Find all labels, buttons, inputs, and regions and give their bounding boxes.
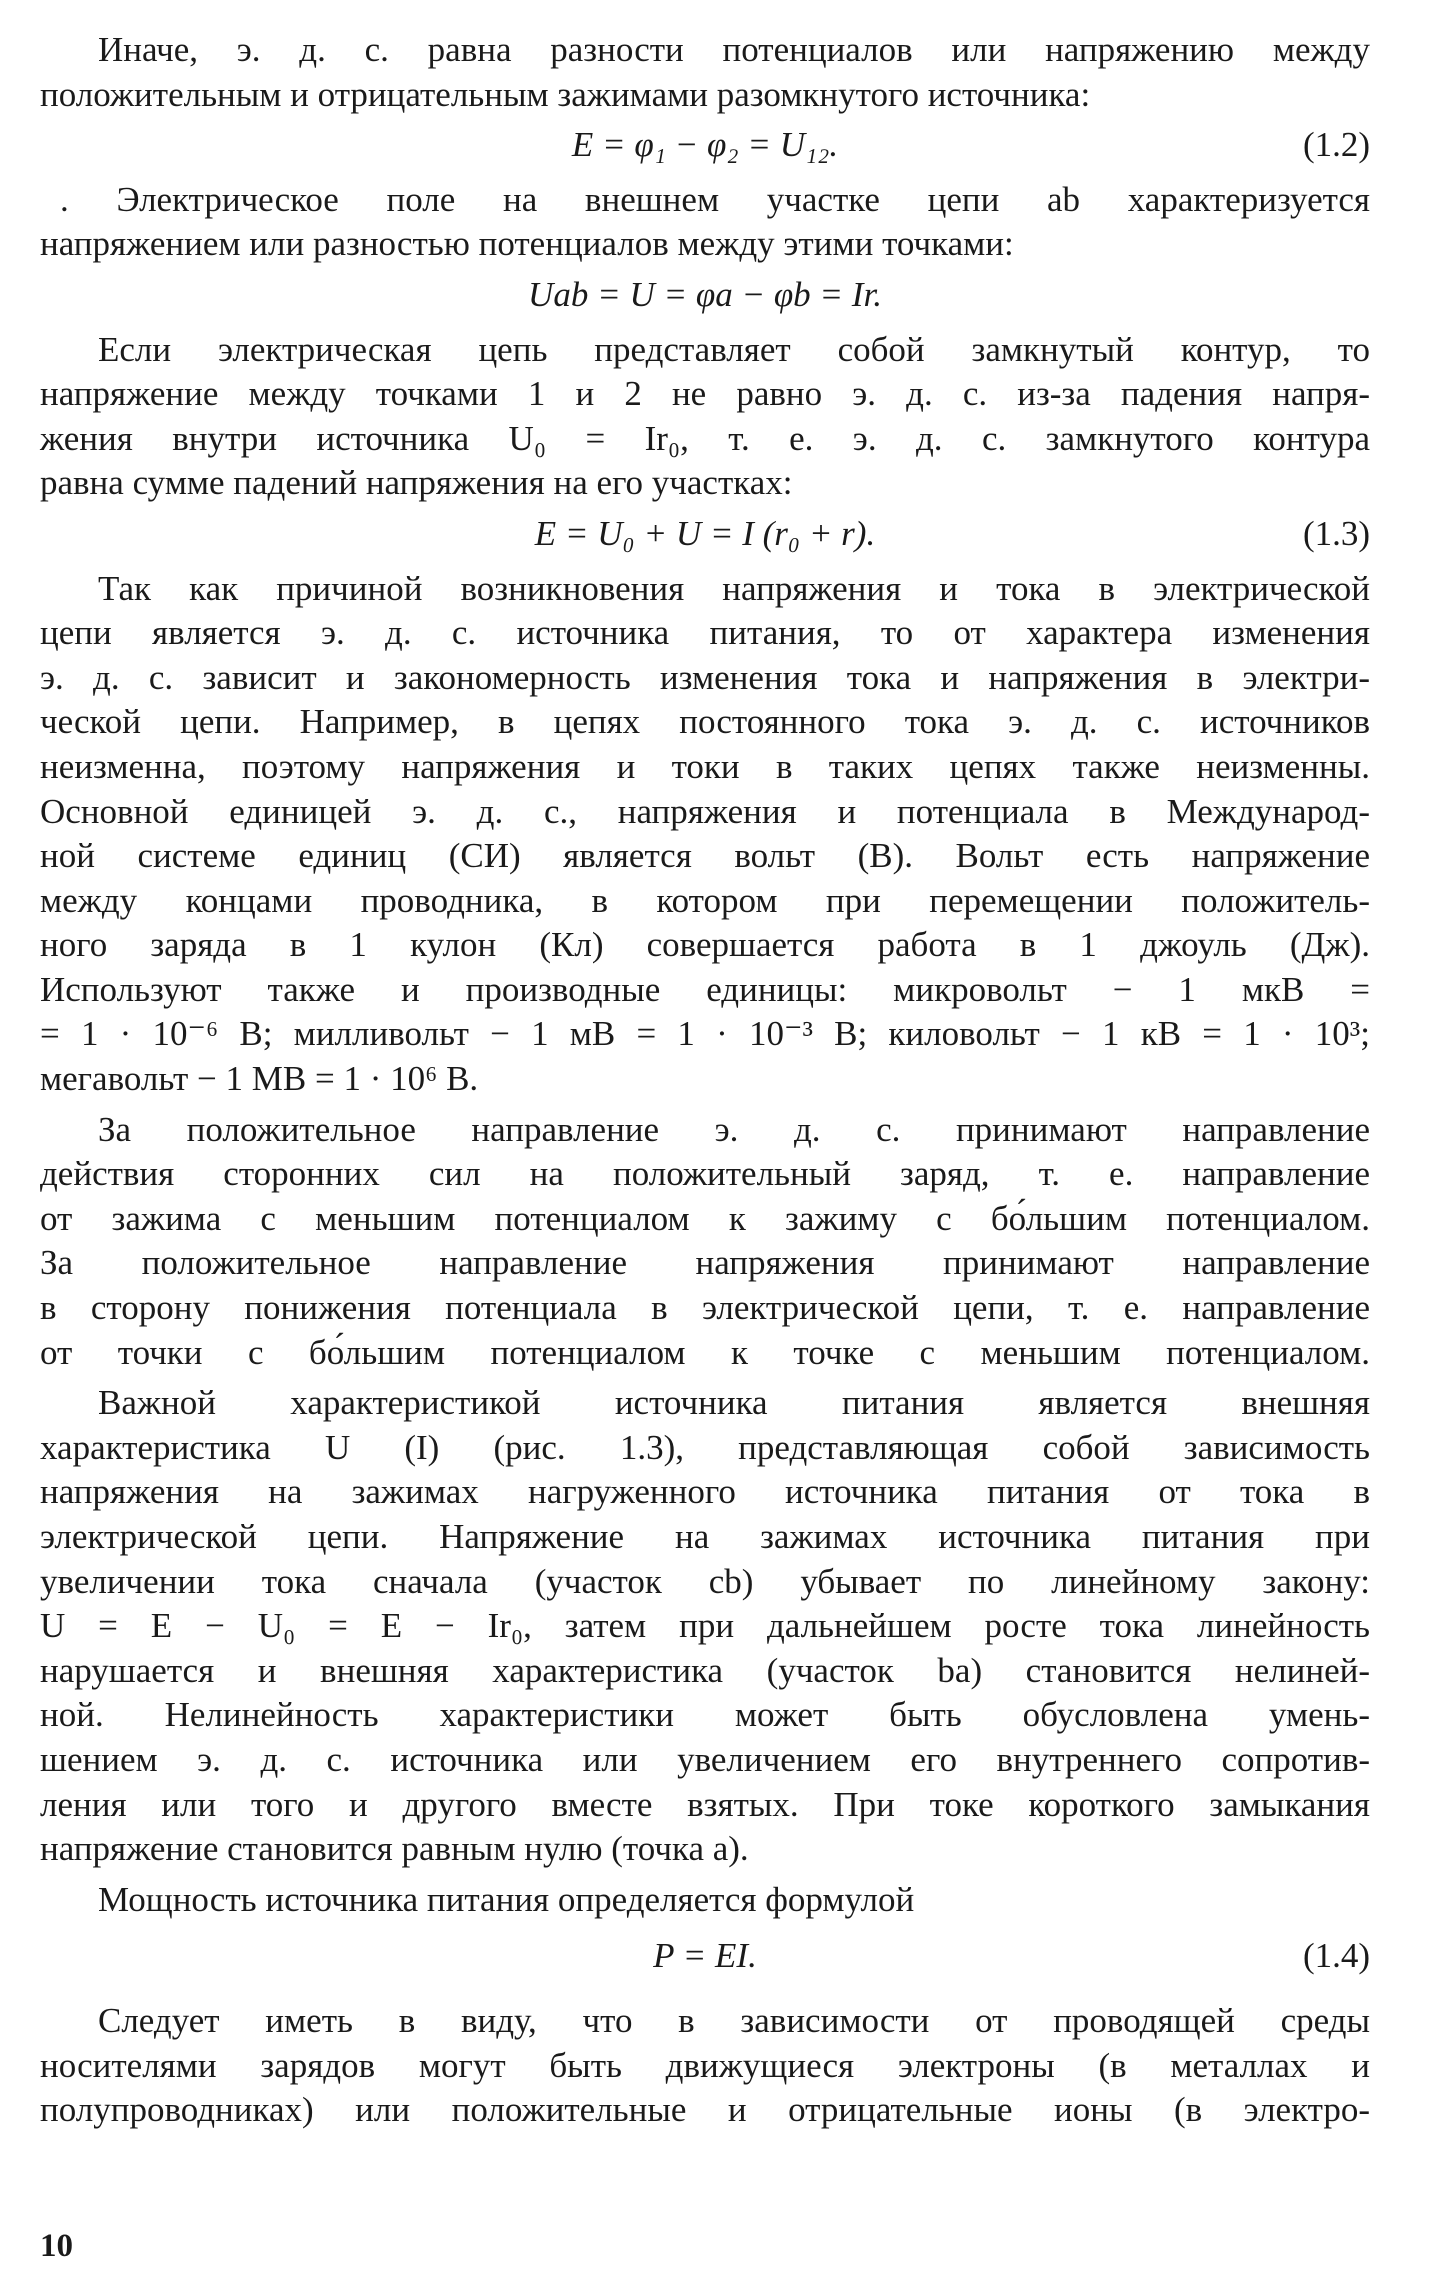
text-line: напряжения на зажимах нагруженного источника питания от тока в	[40, 1472, 1370, 1512]
text-line: напряжение становится равным нулю (точка a).	[40, 1829, 749, 1869]
text-line: ной. Нелинейность характеристики может быть обусловлена умень-	[40, 1695, 1370, 1735]
text-line: жения внутри источника U₀ = Ir₀, т. е. э. д. с. замкнутого контура	[40, 418, 1370, 458]
page-body	[40, 28, 1370, 2139]
formula-1-4	[40, 1934, 1370, 1979]
formula-number: (1.4)	[1302, 1936, 1370, 1976]
formula-expression: E = U₀ + U = I (r₀ + r).	[534, 513, 876, 553]
text-line: ной системе единиц (СИ) является вольт (В). Вольт есть напряжение	[40, 836, 1370, 876]
text-line: напряжением или разностью потенциалов между этими точками:	[40, 224, 1014, 264]
text-line: Так как причиной возникновения напряжения и тока в электрической	[98, 568, 1370, 608]
text-line: Следует иметь в виду, что в зависимости от проводящей среды	[98, 2000, 1370, 2040]
page-number: 10	[40, 2228, 73, 2264]
formula-number: (1.3)	[1302, 513, 1370, 553]
text-line: За положительное направление э. д. с. принимают направление	[98, 1109, 1370, 1149]
formula-1-3	[40, 512, 1370, 557]
text-line: Иначе, э. д. с. равна разности потенциалов или напряжению между	[98, 30, 1370, 69]
text-line: Мощность источника питания определяется формулой	[98, 1879, 915, 1919]
paragraph-7	[40, 1878, 1370, 1923]
text-line: между концами проводника, в котором при перемещении положитель-	[40, 880, 1370, 920]
text-line: характеристика U (I) (рис. 1.3), представляющая собой зависимость	[40, 1427, 1370, 1467]
text-line: ления или того и другого вместе взятых. При токе короткого замыкания	[40, 1784, 1370, 1824]
text-line: неизменна, поэтому напряжения и токи в таких цепях также неизменны.	[40, 746, 1370, 786]
paragraph-2	[40, 178, 1370, 267]
text-line: . Электрическое поле на внешнем участке цепи ab характеризуется	[60, 179, 1370, 219]
text-line: действия сторонних сил на положительный заряд, т. е. направление	[40, 1154, 1370, 1194]
text-line: За положительное направление напряжения принимают направление	[40, 1243, 1370, 1283]
text-line: Важной характеристикой источника питания является внешняя	[98, 1383, 1370, 1423]
text-line: цепи является э. д. с. источника питания, то от характера изменения	[40, 613, 1370, 653]
text-line: носителями зарядов могут быть движущиеся электроны (в металлах и	[40, 2045, 1370, 2085]
paragraph-6	[40, 1381, 1370, 1872]
text-line: увеличении тока сначала (участок cb) убывает по линейному закону:	[40, 1561, 1370, 1601]
text-line: Если электрическая цепь представляет собой замкнутый контур, то	[98, 329, 1370, 369]
text-line: U = E − U₀ = E − Ir₀, затем при дальнейшем росте тока линейность	[40, 1606, 1370, 1646]
text-line: шением э. д. с. источника или увеличением его внутреннего сопротив-	[40, 1739, 1370, 1779]
paragraph-4	[40, 567, 1370, 1102]
text-line: Используют также и производные единицы: микровольт − 1 мкВ =	[40, 969, 1370, 1009]
text-line: напряжение между точками 1 и 2 не равно э. д. с. из-за падения напря-	[40, 374, 1370, 414]
text-line: положительным и отрицательным зажимами разомкнутого источника:	[40, 74, 1091, 114]
text-line: Основной единицей э. д. с., напряжения и потенциала в Международ-	[40, 791, 1370, 831]
formula-expression: Uab = U = φa − φb = Ir.	[528, 274, 882, 314]
text-line: полупроводниках) или положительные и отрицательные ионы (в электро-	[40, 2090, 1370, 2130]
formula-expression: P = EI.	[653, 1936, 757, 1976]
text-line: равна сумме падений напряжения на его участках:	[40, 463, 793, 503]
text-line: от зажима с меньшим потенциалом к зажиму с бо́льшим потенциалом.	[40, 1198, 1370, 1238]
paragraph-3	[40, 328, 1370, 506]
text-line: ного заряда в 1 кулон (Кл) совершается работа в 1 джоуль (Дж).	[40, 925, 1370, 965]
text-line: э. д. с. зависит и закономерность изменения тока и напряжения в электри-	[40, 657, 1370, 697]
formula-number: (1.2)	[1302, 125, 1370, 165]
paragraph-8	[40, 1999, 1370, 2133]
text-line: в сторону понижения потенциала в электрической цепи, т. е. направление	[40, 1288, 1370, 1328]
text-line: = 1 · 10⁻⁶ В; милливольт − 1 мВ = 1 · 10⁻³ В; киловольт − 1 кВ = 1 · 10³;	[40, 1014, 1370, 1054]
formula-uab	[40, 273, 1370, 318]
text-line: электрической цепи. Напряжение на зажимах источника питания при	[40, 1517, 1370, 1556]
text-line: от точки с бо́льшим потенциалом к точке с меньшим потенциалом.	[40, 1332, 1370, 1372]
paragraph-5	[40, 1108, 1370, 1376]
paragraph-1	[40, 28, 1370, 117]
formula-1-2	[40, 123, 1370, 168]
text-line: нарушается и внешняя характеристика (участок ba) становится нелиней-	[40, 1650, 1370, 1690]
text-line: мегавольт − 1 МВ = 1 · 10⁶ В.	[40, 1059, 479, 1099]
formula-expression: E = φ₁ − φ₂ = U₁₂.	[571, 125, 839, 165]
text-line: ческой цепи. Например, в цепях постоянного тока э. д. с. источников	[40, 702, 1370, 742]
